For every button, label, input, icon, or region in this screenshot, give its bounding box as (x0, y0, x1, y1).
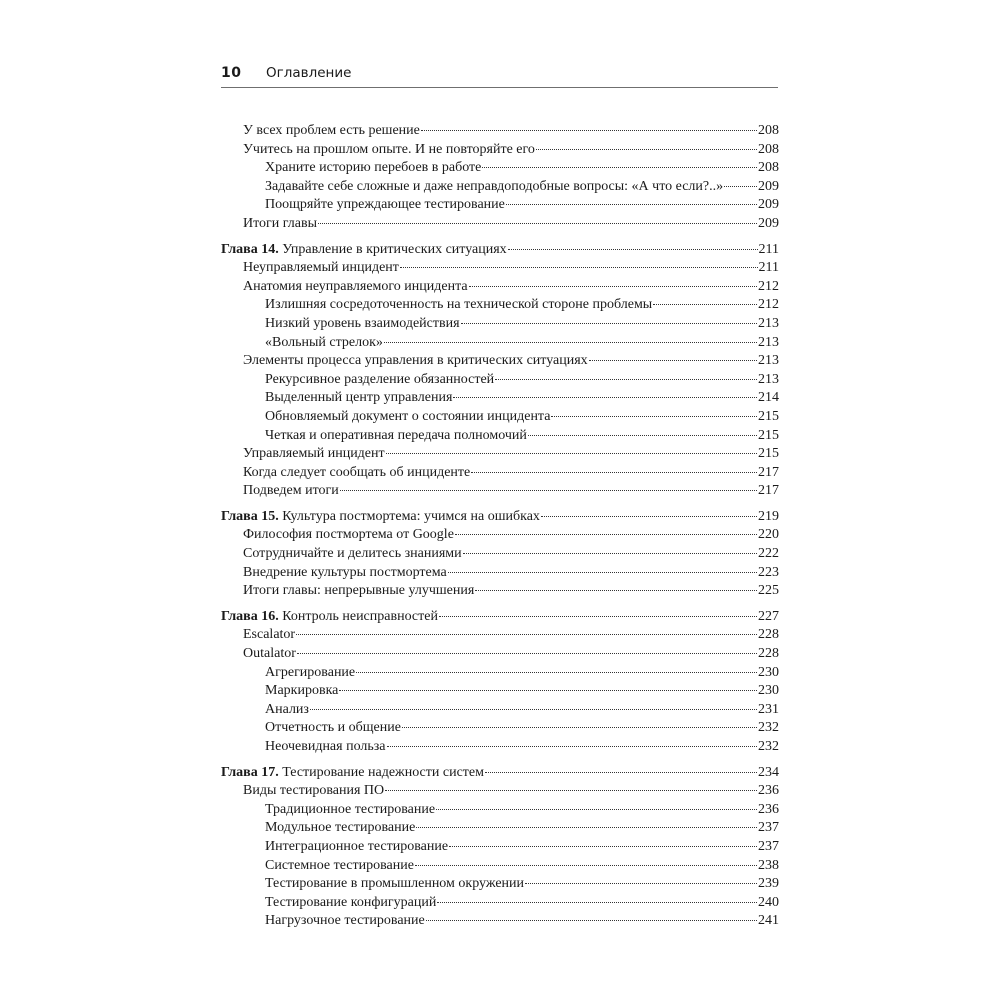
dot-leader (386, 453, 757, 454)
toc-entry-page: 213 (758, 334, 779, 350)
dot-leader (415, 865, 757, 866)
toc-entry-page: 219 (758, 508, 779, 524)
toc-entry-page: 215 (758, 408, 779, 424)
dot-leader (449, 846, 757, 847)
dot-leader (339, 690, 757, 691)
toc-entry-page: 232 (758, 739, 779, 754)
toc-subentry[interactable] (221, 801, 779, 820)
toc-entry-title: Внедрение культуры постмортема (243, 564, 447, 580)
toc-subentry[interactable] (221, 857, 779, 876)
toc-entry-title: Поощряйте упреждающее тестирование (265, 197, 505, 213)
toc-entry-page: 236 (758, 801, 779, 817)
toc-subentry[interactable] (221, 664, 779, 683)
toc-entry-page: 213 (758, 371, 779, 387)
toc-entry-page: 240 (758, 894, 779, 910)
dot-leader (439, 616, 757, 617)
dot-leader (448, 572, 757, 573)
dot-leader (421, 130, 757, 131)
dot-leader (463, 553, 757, 554)
toc-entry-title: Outalator (243, 646, 296, 662)
toc-entry[interactable] (221, 215, 779, 234)
toc-entry[interactable] (221, 122, 779, 141)
toc-subentry[interactable] (221, 408, 779, 427)
dot-leader (536, 149, 757, 150)
toc-entry[interactable] (221, 141, 779, 160)
toc-entry-title: Модульное тестирование (265, 820, 416, 836)
page-number: 10 (221, 65, 242, 81)
toc-entry[interactable] (221, 582, 779, 601)
toc-subentry[interactable] (221, 894, 779, 913)
toc-entry-page: 217 (758, 483, 779, 499)
toc-entry-page: 230 (758, 664, 779, 680)
toc-entry-title: Задавайте себе сложные и даже неправдоподобные вопросы: «А что если?..» (265, 178, 724, 194)
toc-entry-page: 208 (758, 160, 779, 176)
dot-leader (416, 827, 757, 828)
toc-entry[interactable] (221, 782, 779, 801)
toc-entry-page: 239 (758, 876, 779, 892)
toc-entry-title: Виды тестирования ПО (243, 783, 385, 799)
toc-entry-page: 209 (758, 197, 779, 213)
toc-entry-title: Системное тестирование (265, 857, 414, 873)
toc-entry-page: 208 (758, 123, 779, 138)
toc-entry-title: Традиционное тестирование (265, 801, 436, 817)
toc-entry-page: 209 (758, 215, 779, 231)
chapter-label: Глава 17. (221, 764, 279, 780)
toc-entry-title: Нагрузочное тестирование (265, 913, 425, 929)
chapter-heading-17[interactable] (221, 764, 779, 783)
toc-entry[interactable] (221, 352, 779, 371)
chapter-title (221, 241, 507, 260)
toc-entry-title: Философия постмортема от Google (243, 527, 454, 543)
toc-entry[interactable] (221, 259, 779, 278)
toc-entry-title: Низкий уровень взаимодействия (265, 315, 460, 331)
toc-entry-page: 241 (758, 913, 779, 929)
toc-entry[interactable] (221, 445, 779, 464)
toc-entry-page: 230 (758, 683, 779, 699)
chapter-label: Глава 14. (221, 241, 279, 257)
dot-leader (485, 772, 757, 773)
toc-entry-page: 227 (758, 608, 779, 624)
dot-leader (506, 204, 757, 205)
toc-entry-title: Итоги главы (243, 215, 318, 231)
toc-entry-page: 223 (758, 564, 779, 580)
dot-leader (318, 223, 757, 224)
chapter-heading-14[interactable] (221, 241, 779, 260)
dot-leader (453, 397, 757, 398)
toc-entry-page: 215 (758, 427, 779, 443)
toc-entry-page: 228 (758, 627, 779, 643)
toc-entry[interactable] (221, 626, 779, 645)
toc-subentry[interactable] (221, 196, 779, 215)
dot-leader (508, 249, 758, 250)
toc-entry-title: Тестирование конфигураций (265, 894, 437, 910)
chapter-name: Контроль неисправностей (282, 608, 438, 624)
toc-entry[interactable] (221, 278, 779, 297)
chapter-title (221, 764, 484, 783)
toc-entry-title: Escalator (243, 627, 296, 643)
toc-entry-page: 209 (758, 178, 779, 194)
dot-leader (551, 416, 757, 417)
dot-leader (384, 342, 757, 343)
toc-subentry[interactable] (221, 838, 779, 857)
toc-entry[interactable] (221, 545, 779, 564)
toc-entry-title: Маркировка (265, 683, 339, 699)
toc-entry-page: 213 (758, 353, 779, 369)
toc-entry-page: 215 (758, 446, 779, 462)
chapter-heading-16[interactable] (221, 608, 779, 627)
toc-entry-title: Неуправляемый инцидент (243, 260, 399, 276)
toc-subentry[interactable] (221, 912, 779, 931)
dot-leader (495, 379, 757, 380)
dot-leader (387, 746, 757, 747)
dot-leader (724, 186, 757, 187)
toc-entry-page: 212 (758, 278, 779, 294)
dot-leader (471, 472, 757, 473)
toc-entry-title: Элементы процесса управления в критических ситуациях (243, 353, 588, 369)
toc-entry-page: 225 (758, 583, 779, 599)
toc-entry-title: Сотрудничайте и делитесь знаниями (243, 546, 462, 562)
dot-leader (455, 534, 757, 535)
toc-entry-title: Отчетность и общение (265, 720, 401, 736)
toc-entry[interactable] (221, 645, 779, 664)
toc-entry-page: 236 (758, 783, 779, 799)
toc-entry-title: Когда следует сообщать об инциденте (243, 464, 471, 480)
toc-entry-page: 231 (758, 701, 779, 717)
chapter-label: Глава 16. (221, 608, 279, 624)
toc-entry[interactable] (221, 482, 779, 501)
toc-entry-title: Анализ (265, 701, 309, 717)
toc-subentry[interactable] (221, 738, 779, 757)
toc-entry[interactable] (221, 564, 779, 583)
toc-entry-title: Подведем итоги (243, 483, 339, 499)
toc-subentry[interactable] (221, 701, 779, 720)
dot-leader (525, 883, 757, 884)
chapter-name: Управление в критических ситуациях (282, 241, 507, 257)
dot-leader (426, 920, 757, 921)
dot-leader (528, 435, 757, 436)
toc-entry-title: Агрегирование (265, 664, 356, 680)
chapter-heading-15[interactable] (221, 508, 779, 527)
toc-subentry[interactable] (221, 719, 779, 738)
toc-entry-title: Итоги главы: непрерывные улучшения (243, 583, 475, 599)
toc-entry-page: 228 (758, 646, 779, 662)
toc-entry-title: У всех проблем есть решение (243, 123, 420, 138)
toc-entry-page: 217 (758, 464, 779, 480)
toc-entry-page: 208 (758, 141, 779, 157)
toc-entry-title: Рекурсивное разделение обязанностей (265, 371, 495, 387)
chapter-title (221, 508, 540, 527)
table-of-contents (221, 122, 779, 931)
dot-leader (310, 709, 757, 710)
toc-entry-title: Излишняя сосредоточенность на технической стороне проблемы (265, 297, 653, 313)
chapter-label: Глава 15. (221, 508, 279, 524)
toc-entry-title: Неочевидная польза (265, 739, 386, 754)
dot-leader (356, 672, 757, 673)
chapter-title (221, 608, 438, 627)
chapter-name: Культура постмортема: учимся на ошибках (282, 508, 540, 524)
toc-subentry[interactable] (221, 875, 779, 894)
toc-entry-title: Тестирование в промышленном окружении (265, 876, 525, 892)
running-head-title: Оглавление (266, 65, 352, 81)
toc-entry-page: 237 (758, 820, 779, 836)
toc-subentry[interactable] (221, 427, 779, 446)
toc-entry-page: 220 (758, 527, 779, 543)
toc-entry-page: 214 (758, 390, 779, 406)
toc-entry-title: Учитесь на прошлом опыте. И не повторяйте его (243, 141, 535, 157)
dot-leader (297, 653, 757, 654)
toc-entry-title: Выделенный центр управления (265, 390, 453, 406)
dot-leader (340, 490, 757, 491)
dot-leader (402, 727, 757, 728)
dot-leader (469, 286, 757, 287)
toc-entry-page: 222 (758, 546, 779, 562)
dot-leader (461, 323, 757, 324)
dot-leader (437, 902, 757, 903)
toc-subentry[interactable] (221, 819, 779, 838)
toc-entry-title: «Вольный стрелок» (265, 334, 383, 350)
dot-leader (296, 634, 757, 635)
dot-leader (400, 267, 758, 268)
toc-entry-page: 234 (758, 764, 779, 780)
toc-entry-page: 212 (758, 297, 779, 313)
dot-leader (475, 590, 757, 591)
toc-entry-page: 213 (758, 315, 779, 331)
toc-subentry[interactable] (221, 682, 779, 701)
dot-leader (436, 809, 757, 810)
toc-entry-title: Анатомия неуправляемого инцидента (243, 278, 468, 294)
dot-leader (541, 516, 757, 517)
page-header (221, 63, 778, 88)
toc-entry-page: 211 (758, 260, 779, 276)
toc-entry-title: Обновляемый документ о состоянии инцидента (265, 408, 551, 424)
toc-entry-title: Интеграционное тестирование (265, 838, 449, 854)
toc-subentry[interactable] (221, 389, 779, 408)
chapter-name: Тестирование надежности систем (282, 764, 484, 780)
toc-subentry[interactable] (221, 334, 779, 353)
toc-entry[interactable] (221, 526, 779, 545)
toc-subentry[interactable] (221, 296, 779, 315)
toc-entry-page: 211 (758, 241, 779, 257)
dot-leader (589, 360, 757, 361)
toc-entry-page: 238 (758, 857, 779, 873)
toc-entry-page: 237 (758, 838, 779, 854)
toc-entry[interactable] (221, 464, 779, 483)
dot-leader (385, 790, 757, 791)
toc-subentry[interactable] (221, 315, 779, 334)
dot-leader (653, 304, 757, 305)
toc-entry-title: Храните историю перебоев в работе (265, 160, 482, 176)
toc-subentry[interactable] (221, 371, 779, 390)
toc-entry-page: 232 (758, 720, 779, 736)
dot-leader (482, 167, 757, 168)
toc-subentry[interactable] (221, 178, 779, 197)
toc-subentry[interactable] (221, 159, 779, 178)
toc-entry-title: Управляемый инцидент (243, 446, 385, 462)
toc-entry-title: Четкая и оперативная передача полномочий (265, 427, 527, 443)
